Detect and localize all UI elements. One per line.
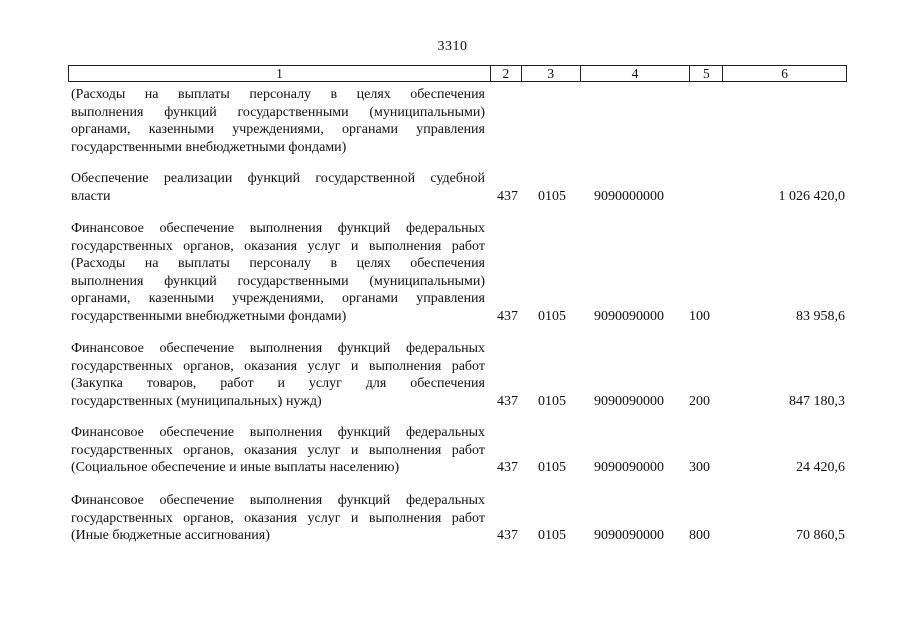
row-description [71, 492, 485, 545]
description-line: власти [71, 188, 111, 204]
row-description [71, 220, 485, 325]
header-col-2: 2 [491, 66, 522, 81]
table-row [71, 170, 847, 205]
description-line: Финансовое обеспечение выполнения функций федеральных [71, 493, 485, 508]
amount: 83 958,6 [796, 308, 845, 324]
admin-code: 437 [497, 460, 518, 475]
description-line: (Расходы на выплаты персоналу в целях обеспечения [71, 256, 485, 271]
section-code: 0105 [538, 308, 566, 324]
header-col-4: 4 [581, 66, 691, 81]
target-article-code: 9090090000 [594, 393, 664, 409]
header-col-5: 5 [690, 66, 723, 81]
description-line: государственными внебюджетными фондами) [71, 139, 347, 155]
admin-code: 437 [497, 528, 518, 543]
header-col-3: 3 [522, 66, 581, 81]
description-line: государственных (муниципальных) нужд) [71, 393, 322, 409]
description-line: Финансовое обеспечение выполнения функций федеральных [71, 425, 485, 440]
description-line: органами, казенными учреждениями, органами управления [71, 291, 485, 306]
description-line: государственных органов, оказания услуг и выполнения работ [71, 238, 485, 254]
admin-code: 437 [497, 308, 518, 324]
admin-code: 437 [497, 188, 518, 204]
description-line: (Социальное обеспечение и иные выплаты населению) [71, 460, 400, 475]
table-row [71, 220, 847, 325]
header-col-1: 1 [69, 66, 491, 81]
table-row [71, 492, 847, 545]
description-line: государственными внебюджетными фондами) [71, 308, 347, 324]
amount: 1 026 420,0 [778, 188, 845, 204]
description-line: Обеспечение реализации функций государственной судебной [71, 171, 485, 186]
row-description [71, 170, 485, 205]
section-code: 0105 [538, 393, 566, 409]
admin-code: 437 [497, 393, 518, 409]
description-line: Финансовое обеспечение выполнения функций федеральных [71, 221, 485, 236]
target-article-code: 9090000000 [594, 188, 664, 204]
page-number: 3310 [437, 39, 468, 54]
expense-type-code: 200 [689, 393, 710, 409]
row-description [71, 86, 485, 156]
description-line: органами, казенными учреждениями, органами управления [71, 122, 485, 137]
description-line: (Иные бюджетные ассигнования) [71, 528, 270, 543]
header-col-6: 6 [781, 66, 789, 81]
section-code: 0105 [538, 460, 566, 475]
section-code: 0105 [538, 188, 566, 204]
description-line: выполнения функций государственными (муниципальными) [71, 104, 485, 120]
table-header-row [68, 65, 847, 82]
amount: 847 180,3 [789, 393, 845, 409]
target-article-code: 9090090000 [594, 528, 664, 543]
target-article-code: 9090090000 [594, 308, 664, 324]
description-line: (Закупка товаров, работ и услуг для обеспечения [71, 376, 485, 391]
expense-type-code: 100 [689, 308, 710, 324]
description-line: выполнения функций государственными (муниципальными) [71, 273, 485, 289]
description-line: Финансовое обеспечение выполнения функций федеральных [71, 341, 485, 356]
table-row [71, 86, 847, 156]
amount: 24 420,6 [796, 460, 845, 475]
section-code: 0105 [538, 528, 566, 543]
expense-type-code: 800 [689, 528, 710, 543]
expense-type-code: 300 [689, 460, 710, 475]
table-row [71, 424, 847, 477]
description-line: государственных органов, оказания услуг и выполнения работ [71, 510, 485, 526]
amount: 70 860,5 [796, 528, 845, 543]
row-description [71, 340, 485, 410]
table-row [71, 340, 847, 410]
description-line: (Расходы на выплаты персоналу в целях обеспечения [71, 87, 485, 102]
row-description [71, 424, 485, 477]
target-article-code: 9090090000 [594, 460, 664, 475]
description-line: государственных органов, оказания услуг и выполнения работ [71, 442, 485, 458]
description-line: государственных органов, оказания услуг и выполнения работ [71, 358, 485, 374]
